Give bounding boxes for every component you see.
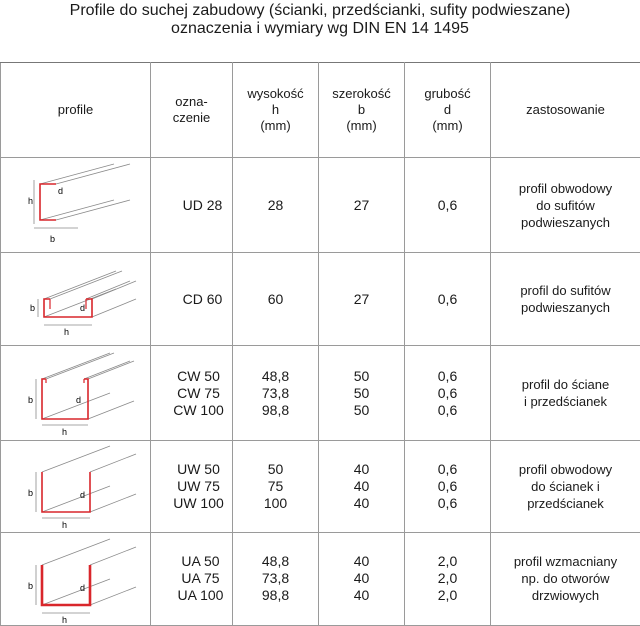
height-value: 50 xyxy=(267,460,284,477)
width-value: 27 xyxy=(353,290,370,307)
width-value: 27 xyxy=(353,196,370,213)
header-use: zastosowanie xyxy=(491,63,640,158)
use-cell xyxy=(491,532,640,625)
table-row xyxy=(1,532,640,625)
thickness-value: 0,6 xyxy=(437,384,458,401)
code-value: UA 100 xyxy=(177,587,224,604)
height-cell xyxy=(233,532,319,625)
height-value: 98,8 xyxy=(261,401,290,418)
use-line: podwieszanych xyxy=(521,214,610,230)
header-thickness-line: d xyxy=(443,102,452,118)
profile-spec-table xyxy=(0,62,640,626)
height-value: 75 xyxy=(267,477,284,494)
thickness-value: 0,6 xyxy=(437,494,458,511)
cw-profile-diagram xyxy=(6,349,146,437)
thickness-value: 0,6 xyxy=(437,290,458,307)
width-cell xyxy=(319,346,405,440)
thickness-value: 2,0 xyxy=(437,553,458,570)
width-value: 40 xyxy=(353,494,370,511)
width-value: 50 xyxy=(353,384,370,401)
diagram-label-d: d xyxy=(57,186,63,197)
thickness-cell xyxy=(405,253,491,346)
thickness-value: 0,6 xyxy=(437,477,458,494)
table-row xyxy=(1,346,640,440)
code-value: UA 75 xyxy=(181,570,220,587)
cd-profile-diagram xyxy=(6,259,146,339)
width-cell xyxy=(319,440,405,532)
width-value: 40 xyxy=(353,460,370,477)
diagram-label-d: d xyxy=(79,303,85,314)
height-cell xyxy=(233,440,319,532)
code-value: CW 75 xyxy=(177,384,220,401)
thickness-value: 0,6 xyxy=(437,367,458,384)
header-profile: profile xyxy=(1,63,151,158)
use-line: do ścianek i xyxy=(531,478,600,494)
header-height-line: wysokość xyxy=(247,86,304,102)
thickness-cell xyxy=(405,158,491,253)
header-thickness-line: grubość xyxy=(424,86,471,102)
thickness-value: 2,0 xyxy=(437,570,458,587)
use-line: do sufitów xyxy=(536,197,595,213)
diagram-label-b: b xyxy=(49,234,55,245)
header-height-line: h xyxy=(271,102,280,118)
diagram-label-d: d xyxy=(79,582,85,593)
diagram-label-b: b xyxy=(27,580,33,591)
height-value: 73,8 xyxy=(261,384,290,401)
header-thickness xyxy=(405,63,491,158)
code-value: UW 50 xyxy=(177,460,220,477)
height-value: 48,8 xyxy=(261,367,290,384)
use-line: profil obwodowy xyxy=(518,180,613,196)
code-value: CW 50 xyxy=(177,367,220,384)
diagram-label-h: h xyxy=(61,427,67,438)
diagram-label-d: d xyxy=(79,490,85,501)
use-line: i przedścianek xyxy=(523,394,608,410)
width-value: 50 xyxy=(353,401,370,418)
code-value: CW 100 xyxy=(173,401,224,418)
use-line: profil do ściane xyxy=(521,377,610,393)
width-value: 40 xyxy=(353,587,370,604)
profile-diagram-cell xyxy=(1,253,151,346)
document-title xyxy=(0,0,640,38)
width-cell xyxy=(319,253,405,346)
diagram-label-h: h xyxy=(63,327,69,338)
height-value: 48,8 xyxy=(261,553,290,570)
width-value: 40 xyxy=(353,477,370,494)
code-value: UW 100 xyxy=(173,494,224,511)
profile-diagram-cell xyxy=(1,158,151,253)
use-line: podwieszanych xyxy=(521,300,610,316)
use-line: profil wzmacniany xyxy=(513,554,618,570)
header-width-line: (mm) xyxy=(346,118,377,134)
diagram-label-h: h xyxy=(61,614,67,623)
uw-profile-diagram xyxy=(6,442,146,530)
diagram-label-b: b xyxy=(27,395,33,406)
header-code xyxy=(151,63,233,158)
use-line: przedścianek xyxy=(527,495,604,511)
code-cell xyxy=(151,253,233,346)
table-header-row xyxy=(1,63,640,158)
profile-diagram-cell xyxy=(1,440,151,532)
diagram-label-h: h xyxy=(27,196,33,207)
height-value: 60 xyxy=(267,290,284,307)
height-value: 100 xyxy=(263,494,288,511)
height-value: 98,8 xyxy=(261,587,290,604)
code-cell xyxy=(151,346,233,440)
thickness-value: 2,0 xyxy=(437,587,458,604)
code-value: CD 60 xyxy=(182,290,223,307)
code-value: UD 28 xyxy=(182,196,223,213)
use-line: profil do sufitów xyxy=(520,283,611,299)
code-value: UW 75 xyxy=(177,477,220,494)
width-value: 40 xyxy=(353,553,370,570)
table-row xyxy=(1,158,640,253)
use-cell xyxy=(491,253,640,346)
header-width xyxy=(319,63,405,158)
ua-profile-diagram xyxy=(6,535,146,623)
code-cell xyxy=(151,440,233,532)
title-line-2: oznaczenia i wymiary wg DIN EN 14 1495 xyxy=(171,20,469,37)
header-width-line: szerokość xyxy=(332,86,391,102)
height-value: 28 xyxy=(267,196,284,213)
diagram-label-b: b xyxy=(29,303,35,314)
profile-diagram-cell xyxy=(1,532,151,625)
use-cell xyxy=(491,440,640,532)
thickness-cell xyxy=(405,532,491,625)
header-width-line: b xyxy=(357,102,366,118)
table-row xyxy=(1,440,640,532)
use-cell xyxy=(491,158,640,253)
header-code-line: ozna- xyxy=(175,94,208,110)
ud-profile-diagram xyxy=(6,162,146,248)
diagram-label-h: h xyxy=(61,520,67,531)
thickness-value: 0,6 xyxy=(437,196,458,213)
header-height-line: (mm) xyxy=(260,118,291,134)
use-cell xyxy=(491,346,640,440)
width-cell xyxy=(319,158,405,253)
table-row xyxy=(1,253,640,346)
code-cell xyxy=(151,532,233,625)
thickness-cell xyxy=(405,440,491,532)
diagram-label-d: d xyxy=(75,395,81,406)
use-line: profil obwodowy xyxy=(518,461,613,477)
code-value: UA 50 xyxy=(181,553,220,570)
title-line-1: Profile do suchej zabudowy (ścianki, przedścianki, sufity podwieszane) xyxy=(69,2,571,19)
code-cell xyxy=(151,158,233,253)
use-line: np. do otworów xyxy=(521,571,610,587)
profile-diagram-cell xyxy=(1,346,151,440)
height-cell xyxy=(233,158,319,253)
header-thickness-line: (mm) xyxy=(432,118,463,134)
thickness-value: 0,6 xyxy=(437,401,458,418)
thickness-cell xyxy=(405,346,491,440)
diagram-label-b: b xyxy=(27,488,33,499)
height-value: 73,8 xyxy=(261,570,290,587)
width-value: 50 xyxy=(353,367,370,384)
thickness-value: 0,6 xyxy=(437,460,458,477)
header-code-line: czenie xyxy=(172,110,211,126)
header-height xyxy=(233,63,319,158)
width-cell xyxy=(319,532,405,625)
use-line: drzwiowych xyxy=(531,588,600,604)
height-cell xyxy=(233,253,319,346)
height-cell xyxy=(233,346,319,440)
width-value: 40 xyxy=(353,570,370,587)
